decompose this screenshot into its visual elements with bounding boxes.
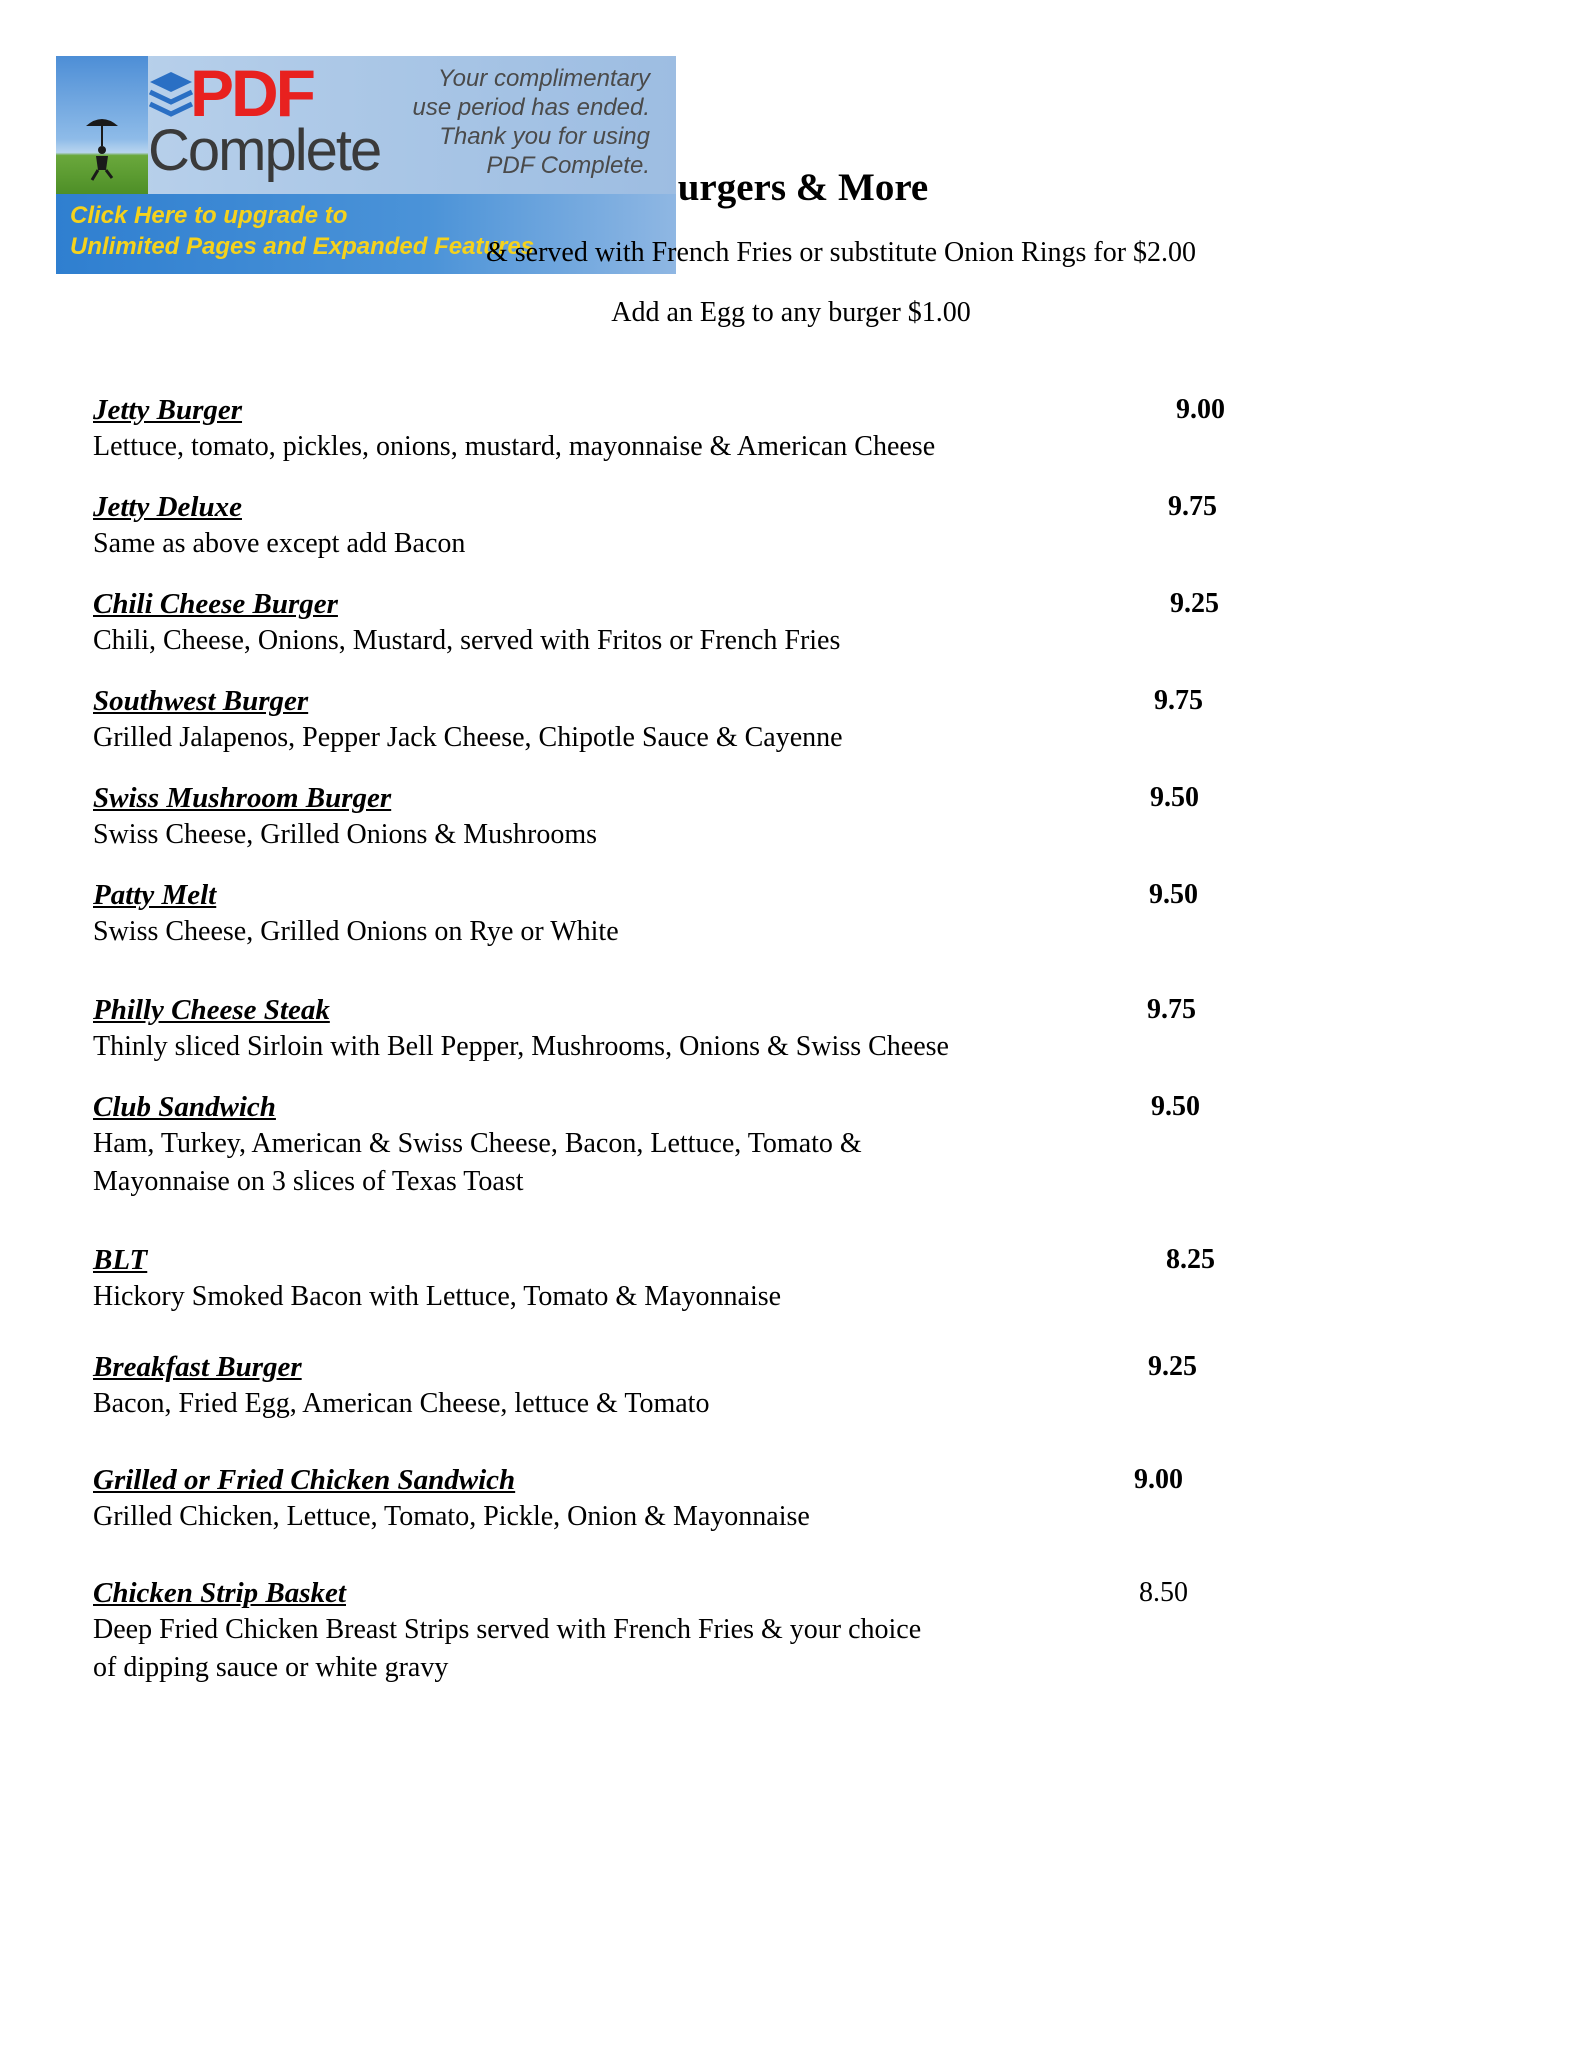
item-price: 9.25 — [1170, 588, 1219, 619]
fries-note: & served with French Fries or substitute Onion Rings for $2.00 — [485, 237, 1197, 268]
item-price: 9.00 — [1176, 394, 1225, 425]
page-title: urgers & More — [677, 166, 929, 209]
item-description: Grilled Jalapenos, Pepper Jack Cheese, Chipotle Sauce & Cayenne — [93, 722, 843, 753]
upgrade-line[interactable]: Click Here to upgrade to — [70, 202, 348, 229]
item-description: Lettuce, tomato, pickles, onions, mustard, mayonnaise & American Cheese — [93, 431, 936, 462]
item-description-line: Deep Fried Chicken Breast Strips served with French Fries & your choice — [93, 1614, 922, 1645]
item-name: Chicken Strip Basket — [93, 1577, 346, 1609]
item-description: Swiss Cheese, Grilled Onions on Rye or White — [93, 916, 619, 947]
item-description — [93, 1125, 1093, 1201]
item-price: 9.25 — [1148, 1351, 1197, 1382]
item-name: Patty Melt — [93, 879, 217, 911]
item-description — [93, 1611, 1093, 1687]
egg-note: Add an Egg to any burger $1.00 — [611, 297, 971, 328]
item-price: 9.00 — [1134, 1464, 1183, 1495]
item-description: Grilled Chicken, Lettuce, Tomato, Pickle, Onion & Mayonnaise — [93, 1501, 810, 1532]
item-name: Grilled or Fried Chicken Sandwich — [93, 1464, 516, 1496]
item-description: Thinly sliced Sirloin with Bell Pepper, Mushrooms, Onions & Swiss Cheese — [93, 1031, 949, 1062]
item-name: Jetty Deluxe — [93, 491, 242, 523]
item-description-line: of dipping sauce or white gravy — [93, 1652, 449, 1683]
item-price: 9.50 — [1151, 1091, 1200, 1122]
item-description-line: Ham, Turkey, American & Swiss Cheese, Bacon, Lettuce, Tomato & — [93, 1128, 862, 1159]
item-name: Swiss Mushroom Burger — [93, 782, 392, 814]
banner-message-line: PDF Complete. — [486, 152, 650, 179]
upgrade-line[interactable]: Unlimited Pages and Expanded Features — [70, 233, 535, 260]
banner-message-line: Your complimentary — [437, 65, 650, 92]
banner-message-line: use period has ended. — [412, 94, 650, 121]
item-description: Same as above except add Bacon — [93, 528, 466, 559]
item-description: Hickory Smoked Bacon with Lettuce, Tomato & Mayonnaise — [93, 1281, 782, 1312]
item-name: Club Sandwich — [93, 1091, 276, 1123]
item-price: 9.50 — [1149, 879, 1198, 910]
item-price: 9.75 — [1147, 994, 1196, 1025]
banner-message-line: Thank you for using — [439, 123, 650, 150]
item-name: Philly Cheese Steak — [93, 994, 330, 1026]
logo-complete-text: Complete — [148, 118, 381, 183]
item-name: Jetty Burger — [93, 394, 243, 426]
banner-message — [380, 64, 650, 180]
item-name: Chili Cheese Burger — [93, 588, 338, 620]
item-description: Swiss Cheese, Grilled Onions & Mushrooms — [93, 819, 597, 850]
item-name: Southwest Burger — [93, 685, 309, 717]
item-description: Bacon, Fried Egg, American Cheese, lettuce & Tomato — [93, 1388, 710, 1419]
item-name: Breakfast Burger — [93, 1351, 302, 1383]
stacked-layers-icon — [146, 66, 196, 122]
logo-pdf-text: PDF — [190, 56, 313, 130]
item-price: 8.25 — [1166, 1244, 1215, 1275]
item-price: 8.50 — [1139, 1577, 1188, 1608]
item-description: Chili, Cheese, Onions, Mustard, served with Fritos or French Fries — [93, 625, 841, 656]
item-description-line: Mayonnaise on 3 slices of Texas Toast — [93, 1166, 524, 1197]
item-price: 9.50 — [1150, 782, 1199, 813]
item-price: 9.75 — [1154, 685, 1203, 716]
item-name: BLT — [93, 1244, 148, 1276]
item-price: 9.75 — [1168, 491, 1217, 522]
